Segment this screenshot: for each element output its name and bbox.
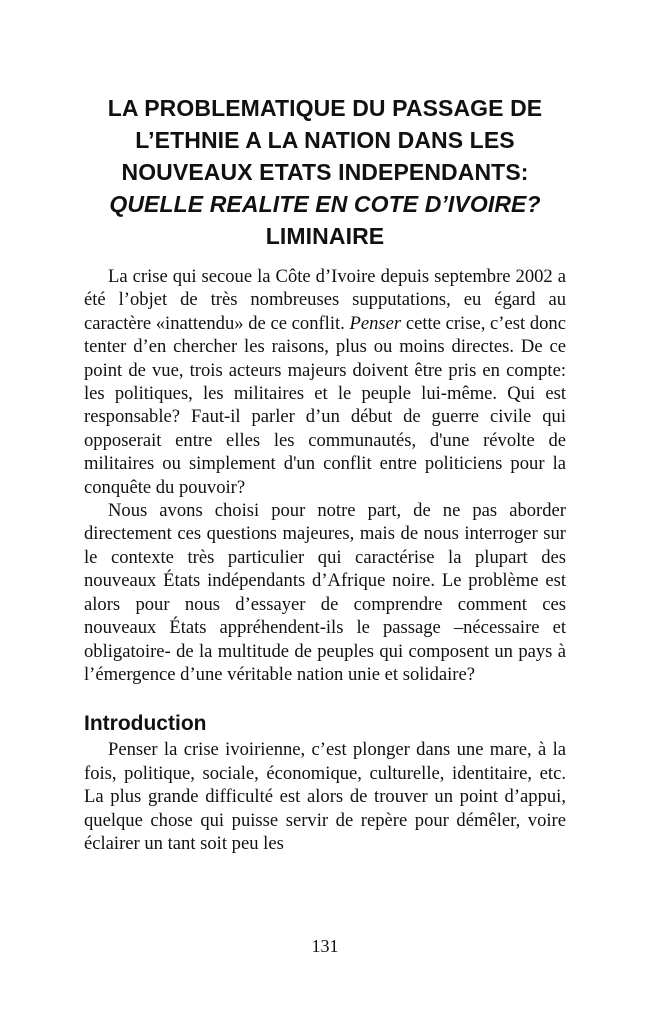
liminaire-p1-end: cette crise, c’est donc tenter d’en chercher les raisons, plus ou moins directes. De ce point de vue, trois acteurs majeurs doivent être pris en compte: les politiques, les militaires et le peuple lui-même. Qui est responsable? Faut-il parler d’un début de guerre civile qui opposerait entre elles les communautés, d'une révolte de militaires ou simplement d'un conflit entre politiciens pour la conquête du pouvoir?: [84, 312, 566, 498]
title-line-2: L’ETHNIE A LA NATION DANS LES: [135, 127, 515, 153]
introduction-heading: Introduction: [84, 712, 207, 736]
title-line-3: NOUVEAUX ETATS INDEPENDANTS:: [121, 159, 529, 185]
chapter-title: [84, 92, 566, 252]
introduction-paragraph-1: Penser la crise ivoirienne, c’est plonger dans une mare, à la fois, politique, sociale, économique, culturelle, identitaire, etc. La plus grande difficulté est alors de trouver un point d’appui, quelque chose qui puisse servir de repère pour démêler, voire éclairer un tant soit peu les: [84, 739, 566, 854]
liminaire-p1-emphasis: Penser: [349, 312, 402, 334]
page-number: 131: [311, 936, 339, 956]
page-content: [84, 92, 566, 855]
title-line-5-liminaire: LIMINAIRE: [265, 223, 385, 249]
title-line-4: QUELLE REALITE EN COTE D’IVOIRE?: [109, 191, 541, 217]
title-line-1: LA PROBLEMATIQUE DU PASSAGE DE: [107, 95, 543, 121]
liminaire-paragraph-1: [84, 265, 566, 499]
liminaire-p1-start: La crise qui secoue la Côte d’Ivoire depuis septembre 2002 a été l’objet de très nombreuses supputations, eu égard au caractère «inattendu» de ce conflit.: [84, 266, 566, 334]
liminaire-paragraph-2: Nous avons choisi pour notre part, de ne pas aborder directement ces questions majeures, mais de nous interroger sur le contexte très particulier qui caractérise la plupart des nouveaux États indépendants d’Afrique noire. Le problème est alors pour nous d’essayer de comprendre comment ces nouveaux États appréhendent-ils le passage –nécessaire et obligatoire- de la multitude de peuples qui composent un pays à l’émergence d’une véritable nation unie et solidaire?: [84, 500, 566, 685]
